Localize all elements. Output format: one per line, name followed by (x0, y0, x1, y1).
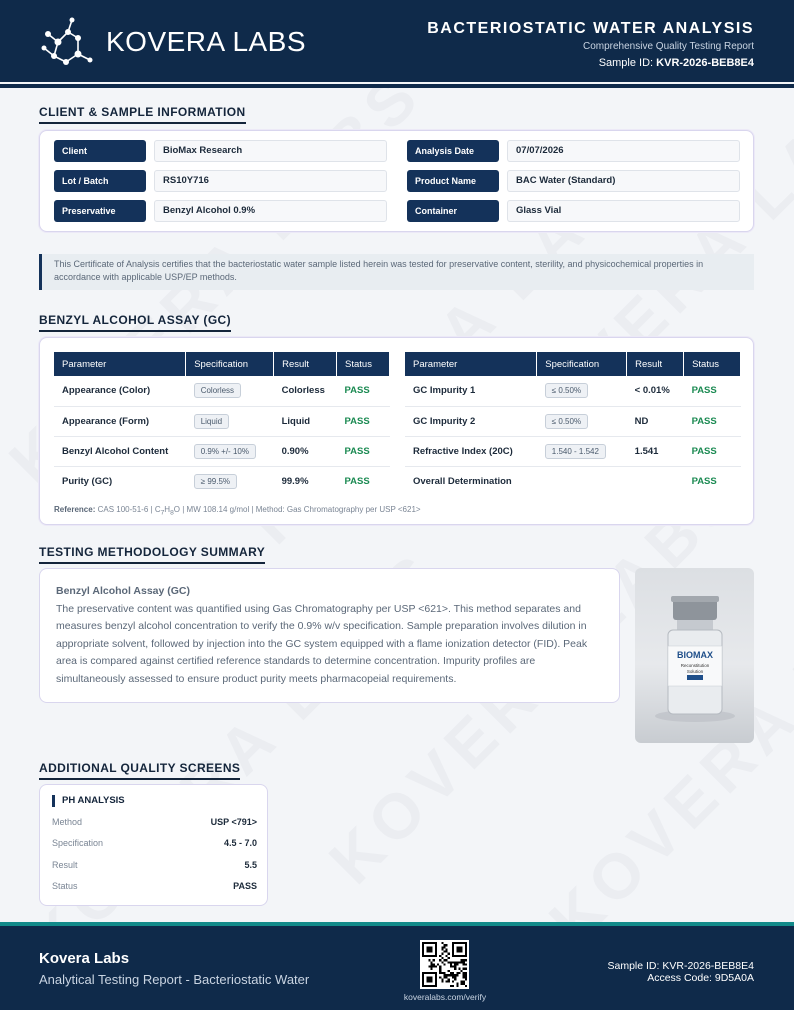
info-label: Client (54, 140, 146, 162)
vial-line1: Reconstitution (680, 663, 710, 668)
ph-analysis-card (39, 784, 268, 906)
methodology-heading: Benzyl Alcohol Assay (GC) (56, 585, 190, 597)
result-cell: < 0.01% (627, 376, 684, 406)
param-cell: GC Impurity 2 (405, 406, 537, 436)
assay-table-left (54, 352, 390, 496)
param-cell: Appearance (Color) (54, 376, 186, 406)
status-cell: PASS (337, 376, 390, 406)
brand-name: KOVERA LABS (106, 26, 307, 57)
status-cell: PASS (337, 436, 390, 466)
table-row (405, 466, 741, 496)
ph-key: Status (52, 881, 78, 891)
col-header-result: Result (627, 352, 684, 376)
info-value: Benzyl Alcohol 0.9% (154, 200, 387, 222)
ph-heading: PH ANALYSIS (52, 795, 125, 807)
result-cell: ND (627, 406, 684, 436)
header-divider (0, 82, 794, 88)
sample-id-label: Sample ID: (598, 57, 654, 69)
info-value: 07/07/2026 (507, 140, 740, 162)
info-value: BioMax Research (154, 140, 387, 162)
product-vial-image (635, 568, 754, 743)
result-cell: 0.90% (274, 436, 337, 466)
verify-link[interactable]: koveralabs.com/verify (403, 992, 487, 1002)
qr-code-icon[interactable] (420, 940, 469, 989)
assay-reference (54, 505, 421, 517)
methodology-text: The preservative content was quantified using Gas Chromatography per USP <621>. This method separates and measures benzyl alcohol concentration to verify the 0.9% w/v specification. Sample preparation involves dilution in appropriate solvent, followed by injection into the GC system equipped with a flame ionization detector (FID). Peak area is compared against certified reference standards to determine concentration. Impurity profiles are simultaneously assessed to ensure product purity meets pharmacopeial requirements. (56, 603, 588, 685)
ph-key: Result (52, 860, 78, 870)
spec-pill: Liquid (194, 414, 229, 429)
spec-cell (186, 376, 274, 406)
status-cell: PASS (691, 475, 717, 487)
spec-cell (537, 466, 627, 496)
param-cell: GC Impurity 1 (405, 376, 537, 406)
param-cell: Benzyl Alcohol Content (54, 436, 186, 466)
table-row (405, 436, 741, 466)
table-row (405, 376, 741, 406)
col-header-specification: Specification (186, 352, 274, 376)
table-row (54, 406, 390, 436)
info-label: Analysis Date (407, 140, 499, 162)
param-cell: Overall Determination (413, 475, 512, 487)
status-cell: PASS (684, 436, 741, 466)
sample-id-value: KVR-2026-BEB8E4 (656, 57, 754, 69)
spec-cell (186, 406, 274, 436)
header-sample-id (427, 57, 754, 69)
info-value: Glass Vial (507, 200, 740, 222)
spec-pill: 1.540 - 1.542 (545, 444, 606, 459)
info-label: Preservative (54, 200, 146, 222)
ph-key: Specification (52, 838, 104, 848)
status-cell: PASS (344, 475, 370, 487)
table-row (405, 406, 741, 436)
ph-key: Method (52, 817, 83, 827)
certification-notice: This Certificate of Analysis certifies that the bacteriostatic water sample listed herein was tested for preservative content, sterility, and physicochemical properties in accordance with applicable USP/EP methods. (39, 254, 754, 290)
footer-ids (608, 960, 755, 984)
ph-value: USP <791> (210, 817, 257, 827)
report-header (0, 0, 794, 82)
info-label: Lot / Batch (54, 170, 146, 192)
report-subtitle: Comprehensive Quality Testing Report (582, 41, 754, 52)
assay-card (39, 337, 754, 525)
report-footer (0, 922, 794, 1010)
table-row (54, 466, 390, 496)
footer-brand: Kovera Labs (39, 950, 130, 967)
info-value: RS10Y716 (154, 170, 387, 192)
spec-cell (537, 436, 627, 466)
client-info-card (39, 130, 754, 232)
result-cell: 99.9% (281, 475, 309, 487)
col-header-parameter: Parameter (405, 352, 537, 376)
table-row (54, 376, 390, 406)
col-header-status: Status (337, 352, 390, 376)
spec-cell (537, 406, 627, 436)
spec-pill: ≤ 0.50% (545, 383, 588, 398)
info-value: BAC Water (Standard) (507, 170, 740, 192)
ph-value: 5.5 (244, 860, 257, 870)
info-label: Container (407, 200, 499, 222)
ph-value: 4.5 - 7.0 (223, 838, 257, 848)
table-header-row (405, 352, 741, 376)
ph-row-method (52, 817, 257, 831)
assay-table-right (405, 352, 741, 496)
report-title: BACTERIOSTATIC WATER ANALYSIS (427, 20, 754, 37)
status-cell: PASS (684, 406, 741, 436)
result-cell: 1.541 (627, 436, 684, 466)
param-cell: Purity (GC) (62, 475, 113, 487)
status-cell: PASS (684, 376, 741, 406)
spec-cell (186, 466, 274, 496)
vial-illustration (635, 568, 754, 743)
status-cell: PASS (337, 406, 390, 436)
section-title-screens: ADDITIONAL QUALITY SCREENS (39, 761, 240, 780)
vial-brand: BIOMAX (677, 650, 713, 660)
section-title-client: CLIENT & SAMPLE INFORMATION (39, 105, 246, 124)
vial-line2: Solution (686, 669, 704, 674)
ph-row-status (52, 881, 257, 895)
footer-sample-id: Sample ID: KVR-2026-BEB8E4 (607, 960, 754, 972)
param-cell: Refractive Index (20C) (405, 436, 537, 466)
methodology-card (39, 568, 620, 703)
col-header-status: Status (684, 352, 741, 376)
spec-pill: Colorless (194, 383, 241, 398)
info-label: Product Name (407, 170, 499, 192)
result-cell (627, 466, 684, 496)
header-info (427, 20, 754, 69)
reference-text: CAS 100-51-6 | $C_7H_8O$ | MW 108.14 g/mol | Method: Gas Chromatography per USP <621> (97, 505, 421, 517)
ph-value: PASS (233, 881, 257, 891)
ph-row-result (52, 860, 257, 874)
qr-code-graphic (422, 942, 467, 987)
section-title-assay: BENZYL ALCOHOL ASSAY (GC) (39, 313, 231, 332)
param-cell: Appearance (Form) (54, 406, 186, 436)
col-header-specification: Specification (537, 352, 627, 376)
spec-cell (186, 436, 274, 466)
col-header-parameter: Parameter (54, 352, 186, 376)
reference-label: Reference: (54, 505, 96, 514)
result-cell: Colorless (274, 376, 337, 406)
spec-pill: 0.9% +/- 10% (194, 444, 256, 459)
molecule-logo-icon (38, 14, 100, 72)
footer-subtitle: Analytical Testing Report - Bacteriostatic Water (39, 972, 310, 987)
spec-pill: ≤ 0.50% (545, 414, 588, 429)
spec-pill: ≥ 99.5% (194, 474, 237, 489)
table-row (54, 436, 390, 466)
table-header-row (54, 352, 390, 376)
spec-cell (537, 376, 627, 406)
footer-access-code: Access Code: 9D5A0A (647, 972, 754, 984)
ph-row-specification (52, 838, 257, 852)
result-cell: Liquid (274, 406, 337, 436)
col-header-result: Result (274, 352, 337, 376)
section-title-methodology: TESTING METHODOLOGY SUMMARY (39, 545, 265, 564)
